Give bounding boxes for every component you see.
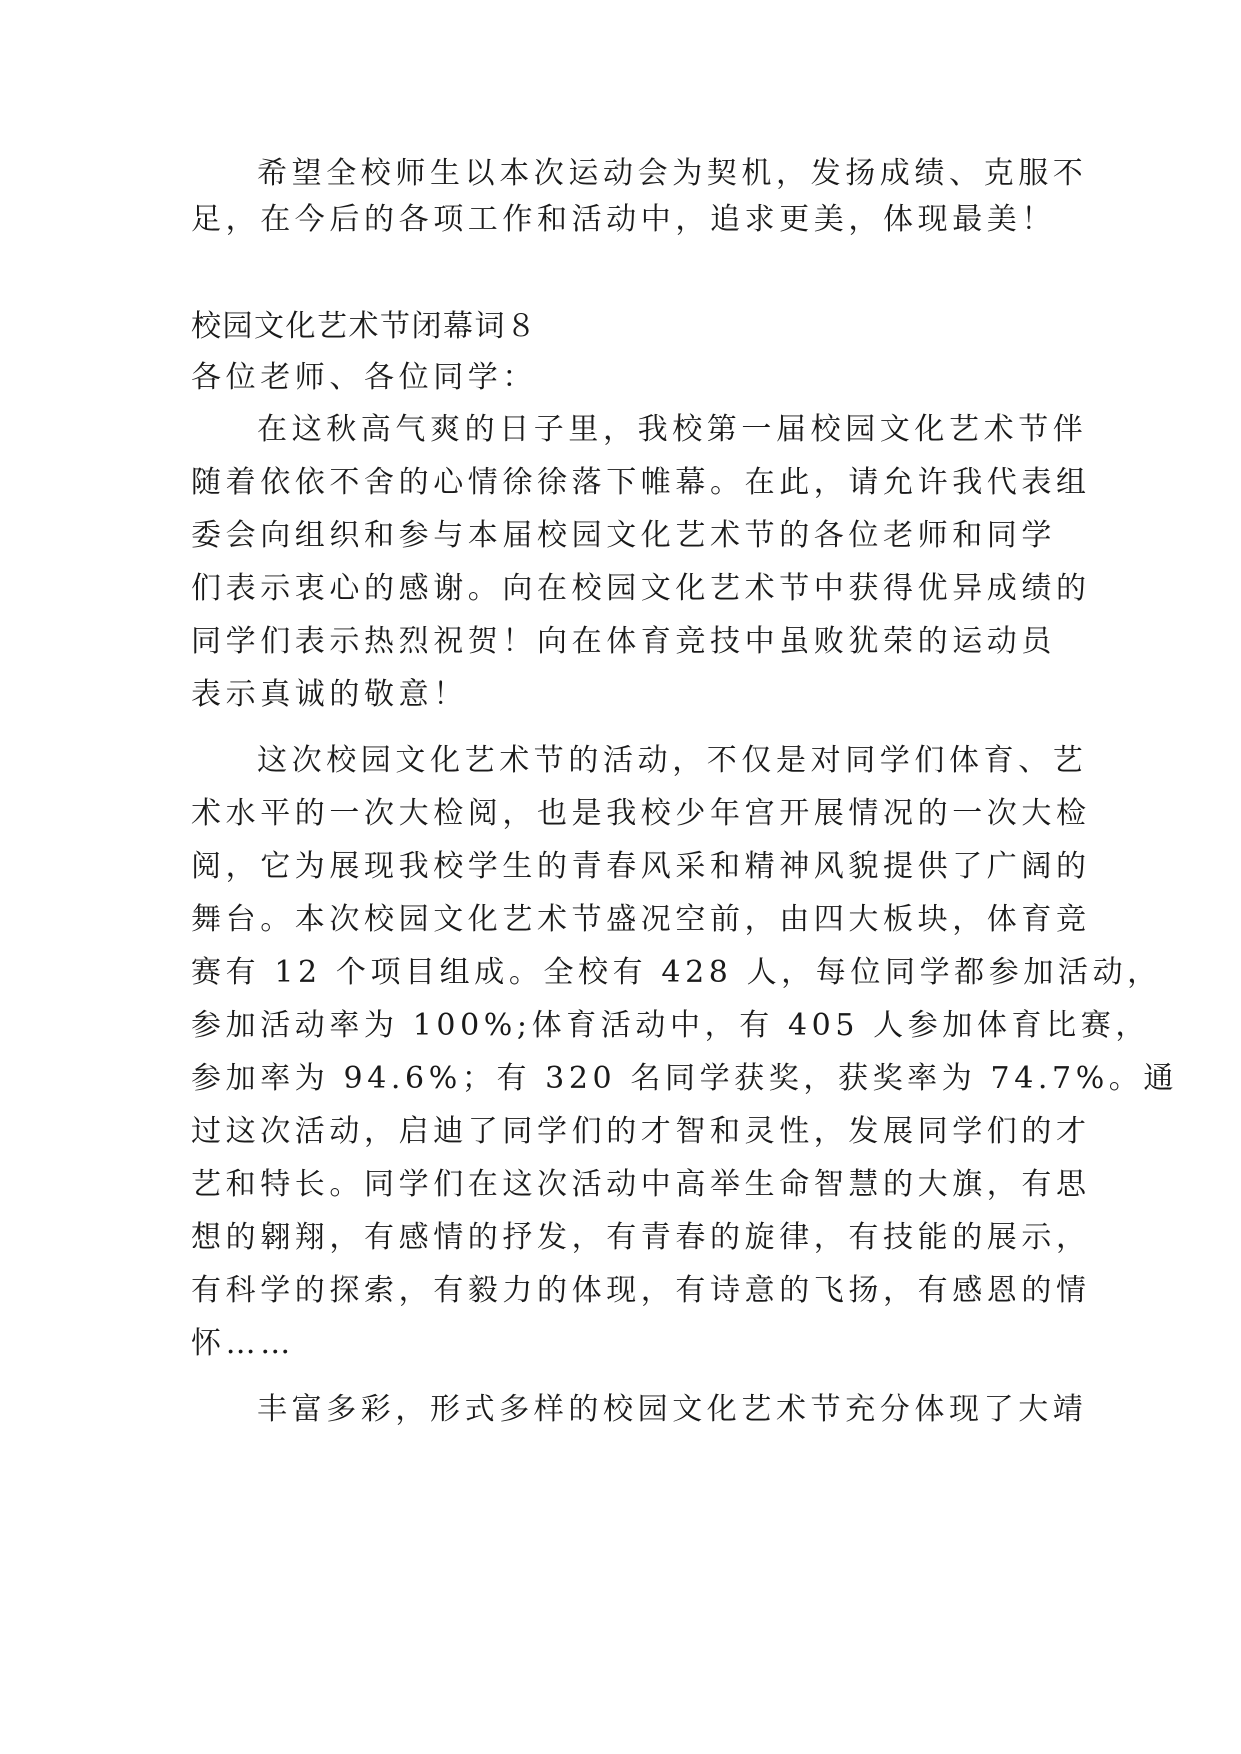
paragraph-line: 委会向组织和参与本届校园文化艺术节的各位老师和同学 [191, 518, 1056, 553]
paragraph-line: 们表示衷心的感谢。向在校园文化艺术节中获得优异成绩的 [191, 571, 1091, 606]
paragraph-line: 想的翱翔，有感情的抒发，有青春的旋律，有技能的展示， [191, 1220, 1091, 1255]
paragraph-line: 艺和特长。同学们在这次活动中高举生命智慧的大旗，有思 [191, 1167, 1091, 1202]
paragraph-line: 赛有 12 个项目组成。全校有 428 人，每位同学都参加活动， [191, 955, 1162, 990]
paragraph-line: 表示真诚的敬意！ [191, 677, 468, 712]
paragraph-line: 参加活动率为 100%;体育活动中，有 405 人参加体育比赛， [191, 1008, 1150, 1043]
paragraph-line: 足，在今后的各项工作和活动中，追求更美，体现最美！ [191, 202, 1056, 237]
paragraph-line: 丰富多彩，形式多样的校园文化艺术节充分体现了大靖 [257, 1392, 1088, 1427]
paragraph-line: 这次校园文化艺术节的活动，不仅是对同学们体育、艺 [257, 743, 1088, 778]
paragraph-line: 阅，它为展现我校学生的青春风采和精神风貌提供了广阔的 [191, 849, 1091, 884]
paragraph-line: 怀…… [191, 1326, 295, 1361]
paragraph-line: 有科学的探索，有毅力的体现，有诗意的飞扬，有感恩的情 [191, 1273, 1091, 1308]
document-title: 校园文化艺术节闭幕词８ [191, 309, 538, 344]
paragraph-line: 随着依依不舍的心情徐徐落下帷幕。在此，请允许我代表组 [191, 465, 1091, 500]
paragraph-line: 在这秋高气爽的日子里，我校第一届校园文化艺术节伴 [257, 412, 1088, 447]
paragraph-line: 过这次活动，启迪了同学们的才智和灵性，发展同学们的才 [191, 1114, 1091, 1149]
salutation: 各位老师、各位同学： [191, 360, 537, 395]
paragraph-line: 舞台。本次校园文化艺术节盛况空前，由四大板块，体育竞 [191, 902, 1091, 937]
paragraph-line: 同学们表示热烈祝贺！向在体育竞技中虽败犹荣的运动员 [191, 624, 1056, 659]
paragraph-line: 参加率为 94.6%；有 320 名同学获奖，获奖率为 74.7%。通 [191, 1061, 1179, 1096]
paragraph-line: 术水平的一次大检阅，也是我校少年宫开展情况的一次大检 [191, 796, 1091, 831]
paragraph-line: 希望全校师生以本次运动会为契机，发扬成绩、克服不 [257, 156, 1088, 191]
